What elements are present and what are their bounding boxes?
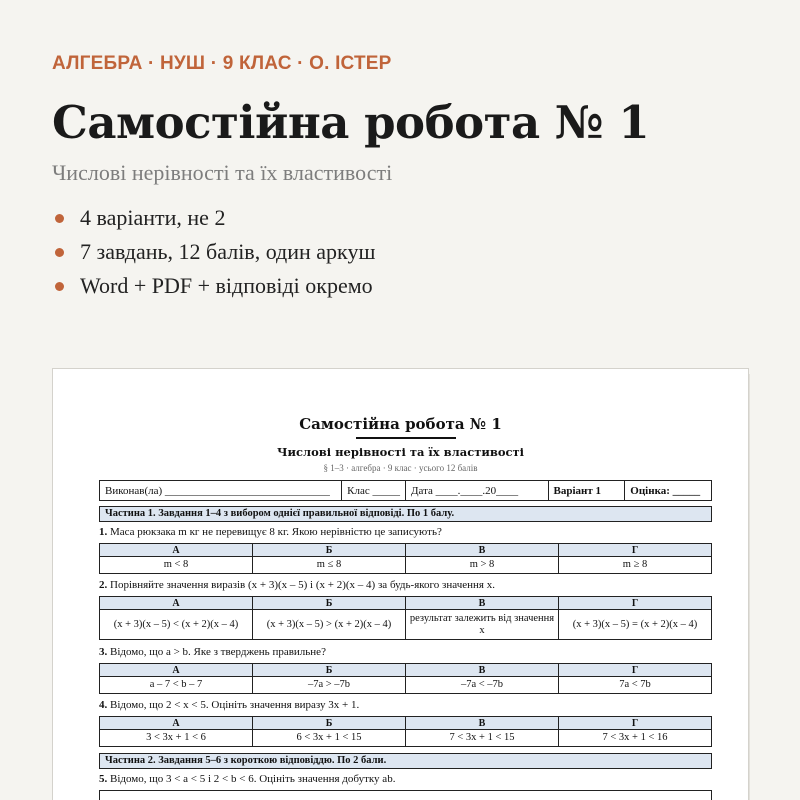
document-subtitle: Числові нерівності та їх властивості	[276, 445, 525, 459]
course-kicker: АЛГЕБРА · НУШ · 9 КЛАС · О. ІСТЕР	[52, 53, 392, 74]
question-3: 3. Відомо, що a > b. Яке з тверджень правильне?	[99, 646, 326, 658]
question-5: 5. Відомо, що 3 < a < 5 і 2 < b < 6. Оцініть значення добутку ab.	[99, 773, 396, 785]
question-1: 1. Маса рюкзака m кг не перевищує 8 кг. Якою нерівністю це записують?	[99, 526, 442, 538]
option-b: –7a > –7b	[253, 677, 406, 694]
option-b: (x + 3)(x – 5) > (x + 2)(x – 4)	[253, 610, 406, 640]
option-d: m ≥ 8	[559, 557, 712, 574]
option-c: 7 < 3x + 1 < 15	[406, 730, 559, 747]
variant-label: Варіант 1	[549, 481, 626, 500]
document-preview	[52, 368, 749, 800]
question-2: 2. Порівняйте значення виразів (x + 3)(x – 5) і (x + 2)(x – 4) за будь-якого значення x.	[99, 579, 495, 591]
document-meta: § 1–3 · алгебра · 9 клас · усього 12 балів	[323, 463, 478, 473]
question-1-options: А Б В Г m < 8 m ≤ 8 m > 8 m ≥ 8	[99, 543, 712, 574]
grade-field: Оцінка: _____	[630, 484, 701, 497]
bullet-dot-icon	[55, 214, 64, 223]
option-c: –7a < –7b	[406, 677, 559, 694]
option-d: (x + 3)(x – 5) = (x + 2)(x – 4)	[559, 610, 712, 640]
option-a: 3 < 3x + 1 < 6	[100, 730, 253, 747]
feature-item: 4 варіанти, не 2	[52, 201, 375, 235]
feature-item: 7 завдань, 12 балів, один аркуш	[52, 235, 375, 269]
feature-item: Word + PDF + відповіді окремо	[52, 269, 375, 303]
option-a: a – 7 < b – 7	[100, 677, 253, 694]
part2-header: Частина 2. Завдання 5–6 з короткою відповіддю. По 2 бали.	[99, 753, 712, 769]
question-2-options: А Б В Г (x + 3)(x – 5) < (x + 2)(x – 4) (x + 3)(x – 5) > (x + 2)(x – 4) результат залежить від значення x (x + 3)(x – 5) = (x + 2)(x – 4)	[99, 596, 712, 640]
answer-box	[99, 790, 712, 800]
option-d: 7 < 3x + 1 < 16	[559, 730, 712, 747]
question-4-options: А Б В Г 3 < 3x + 1 < 6 6 < 3x + 1 < 15 7 < 3x + 1 < 15 7 < 3x + 1 < 16	[99, 716, 712, 747]
question-4: 4. Відомо, що 2 < x < 5. Оцініть значення виразу 3x + 1.	[99, 699, 360, 711]
feature-list	[52, 201, 375, 303]
title-underline	[356, 437, 456, 439]
option-c: результат залежить від значення x	[406, 610, 559, 640]
option-b: 6 < 3x + 1 < 15	[253, 730, 406, 747]
option-c: m > 8	[406, 557, 559, 574]
student-info-row	[99, 480, 712, 501]
name-field: Виконав(ла) ______________________________	[100, 481, 342, 500]
class-field: Клас _____	[342, 481, 406, 500]
option-a: m < 8	[100, 557, 253, 574]
question-3-options: А Б В Г a – 7 < b – 7 –7a > –7b –7a < –7b 7a < 7b	[99, 663, 712, 694]
bullet-dot-icon	[55, 282, 64, 291]
part1-header: Частина 1. Завдання 1–4 з вибором однієї правильної відповіді. По 1 балу.	[99, 506, 712, 522]
page-subtitle: Числові нерівності та їх властивості	[52, 160, 393, 185]
bullet-dot-icon	[55, 248, 64, 257]
document-title: Самостійна робота № 1	[299, 415, 502, 433]
option-b: m ≤ 8	[253, 557, 406, 574]
option-d: 7a < 7b	[559, 677, 712, 694]
option-a: (x + 3)(x – 5) < (x + 2)(x – 4)	[100, 610, 253, 640]
page-title: Самостійна робота № 1	[52, 96, 650, 149]
date-field: Дата ____.____.20____	[406, 481, 549, 500]
